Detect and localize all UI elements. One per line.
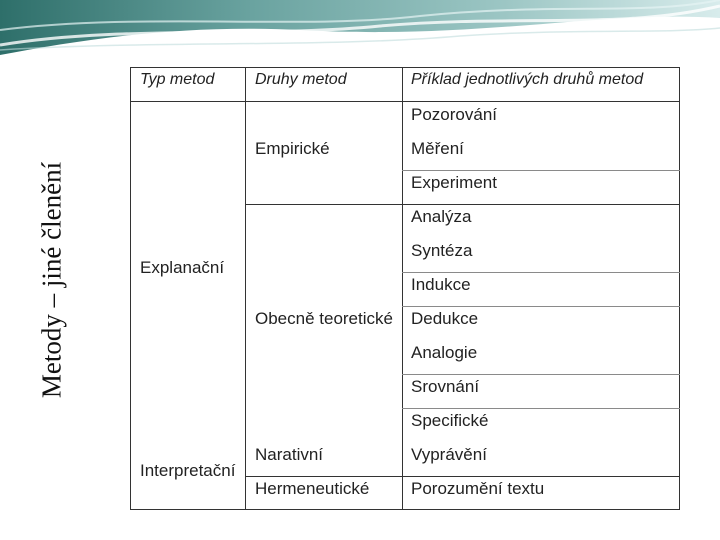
kind-narrative: Narativní (255, 445, 324, 464)
row-rule (402, 170, 680, 171)
row-rule (402, 374, 680, 375)
example-item: Specifické (411, 411, 489, 430)
example-item: Experiment (411, 173, 497, 192)
example-item: Indukce (411, 275, 471, 294)
example-item: Dedukce (411, 309, 479, 328)
column-divider (245, 67, 246, 510)
example-item: Analýza (411, 207, 472, 226)
example-item: Pozorování (411, 105, 497, 124)
header-rule (130, 101, 680, 102)
type-interpretive: Interpretační (140, 461, 236, 480)
row-rule (402, 272, 680, 273)
decorative-banner (0, 0, 720, 60)
example-item: Syntéza (411, 241, 473, 260)
kind-empirical: Empirické (255, 139, 330, 158)
header-examples: Příklad jednotlivých druhů metod (411, 71, 644, 88)
example-item: Měření (411, 139, 464, 158)
row-rule (245, 204, 680, 205)
example-item: Srovnání (411, 377, 480, 396)
table-frame (130, 67, 680, 510)
kind-hermeneutic: Hermeneutické (255, 479, 370, 498)
column-divider (402, 67, 403, 510)
row-rule (402, 408, 680, 409)
kind-general-theoretical: Obecně teoretické (255, 309, 393, 328)
slide-title: Metody – jiné členění (36, 161, 67, 399)
example-item: Porozumění textu (411, 479, 545, 498)
example-item: Analogie (411, 343, 478, 362)
example-item: Vyprávění (411, 445, 487, 464)
header-method-kinds: Druhy metod (255, 71, 347, 88)
row-rule (402, 306, 680, 307)
header-method-type: Typ metod (140, 71, 215, 88)
row-rule (245, 476, 680, 477)
type-explanatory: Explanační (140, 258, 225, 277)
